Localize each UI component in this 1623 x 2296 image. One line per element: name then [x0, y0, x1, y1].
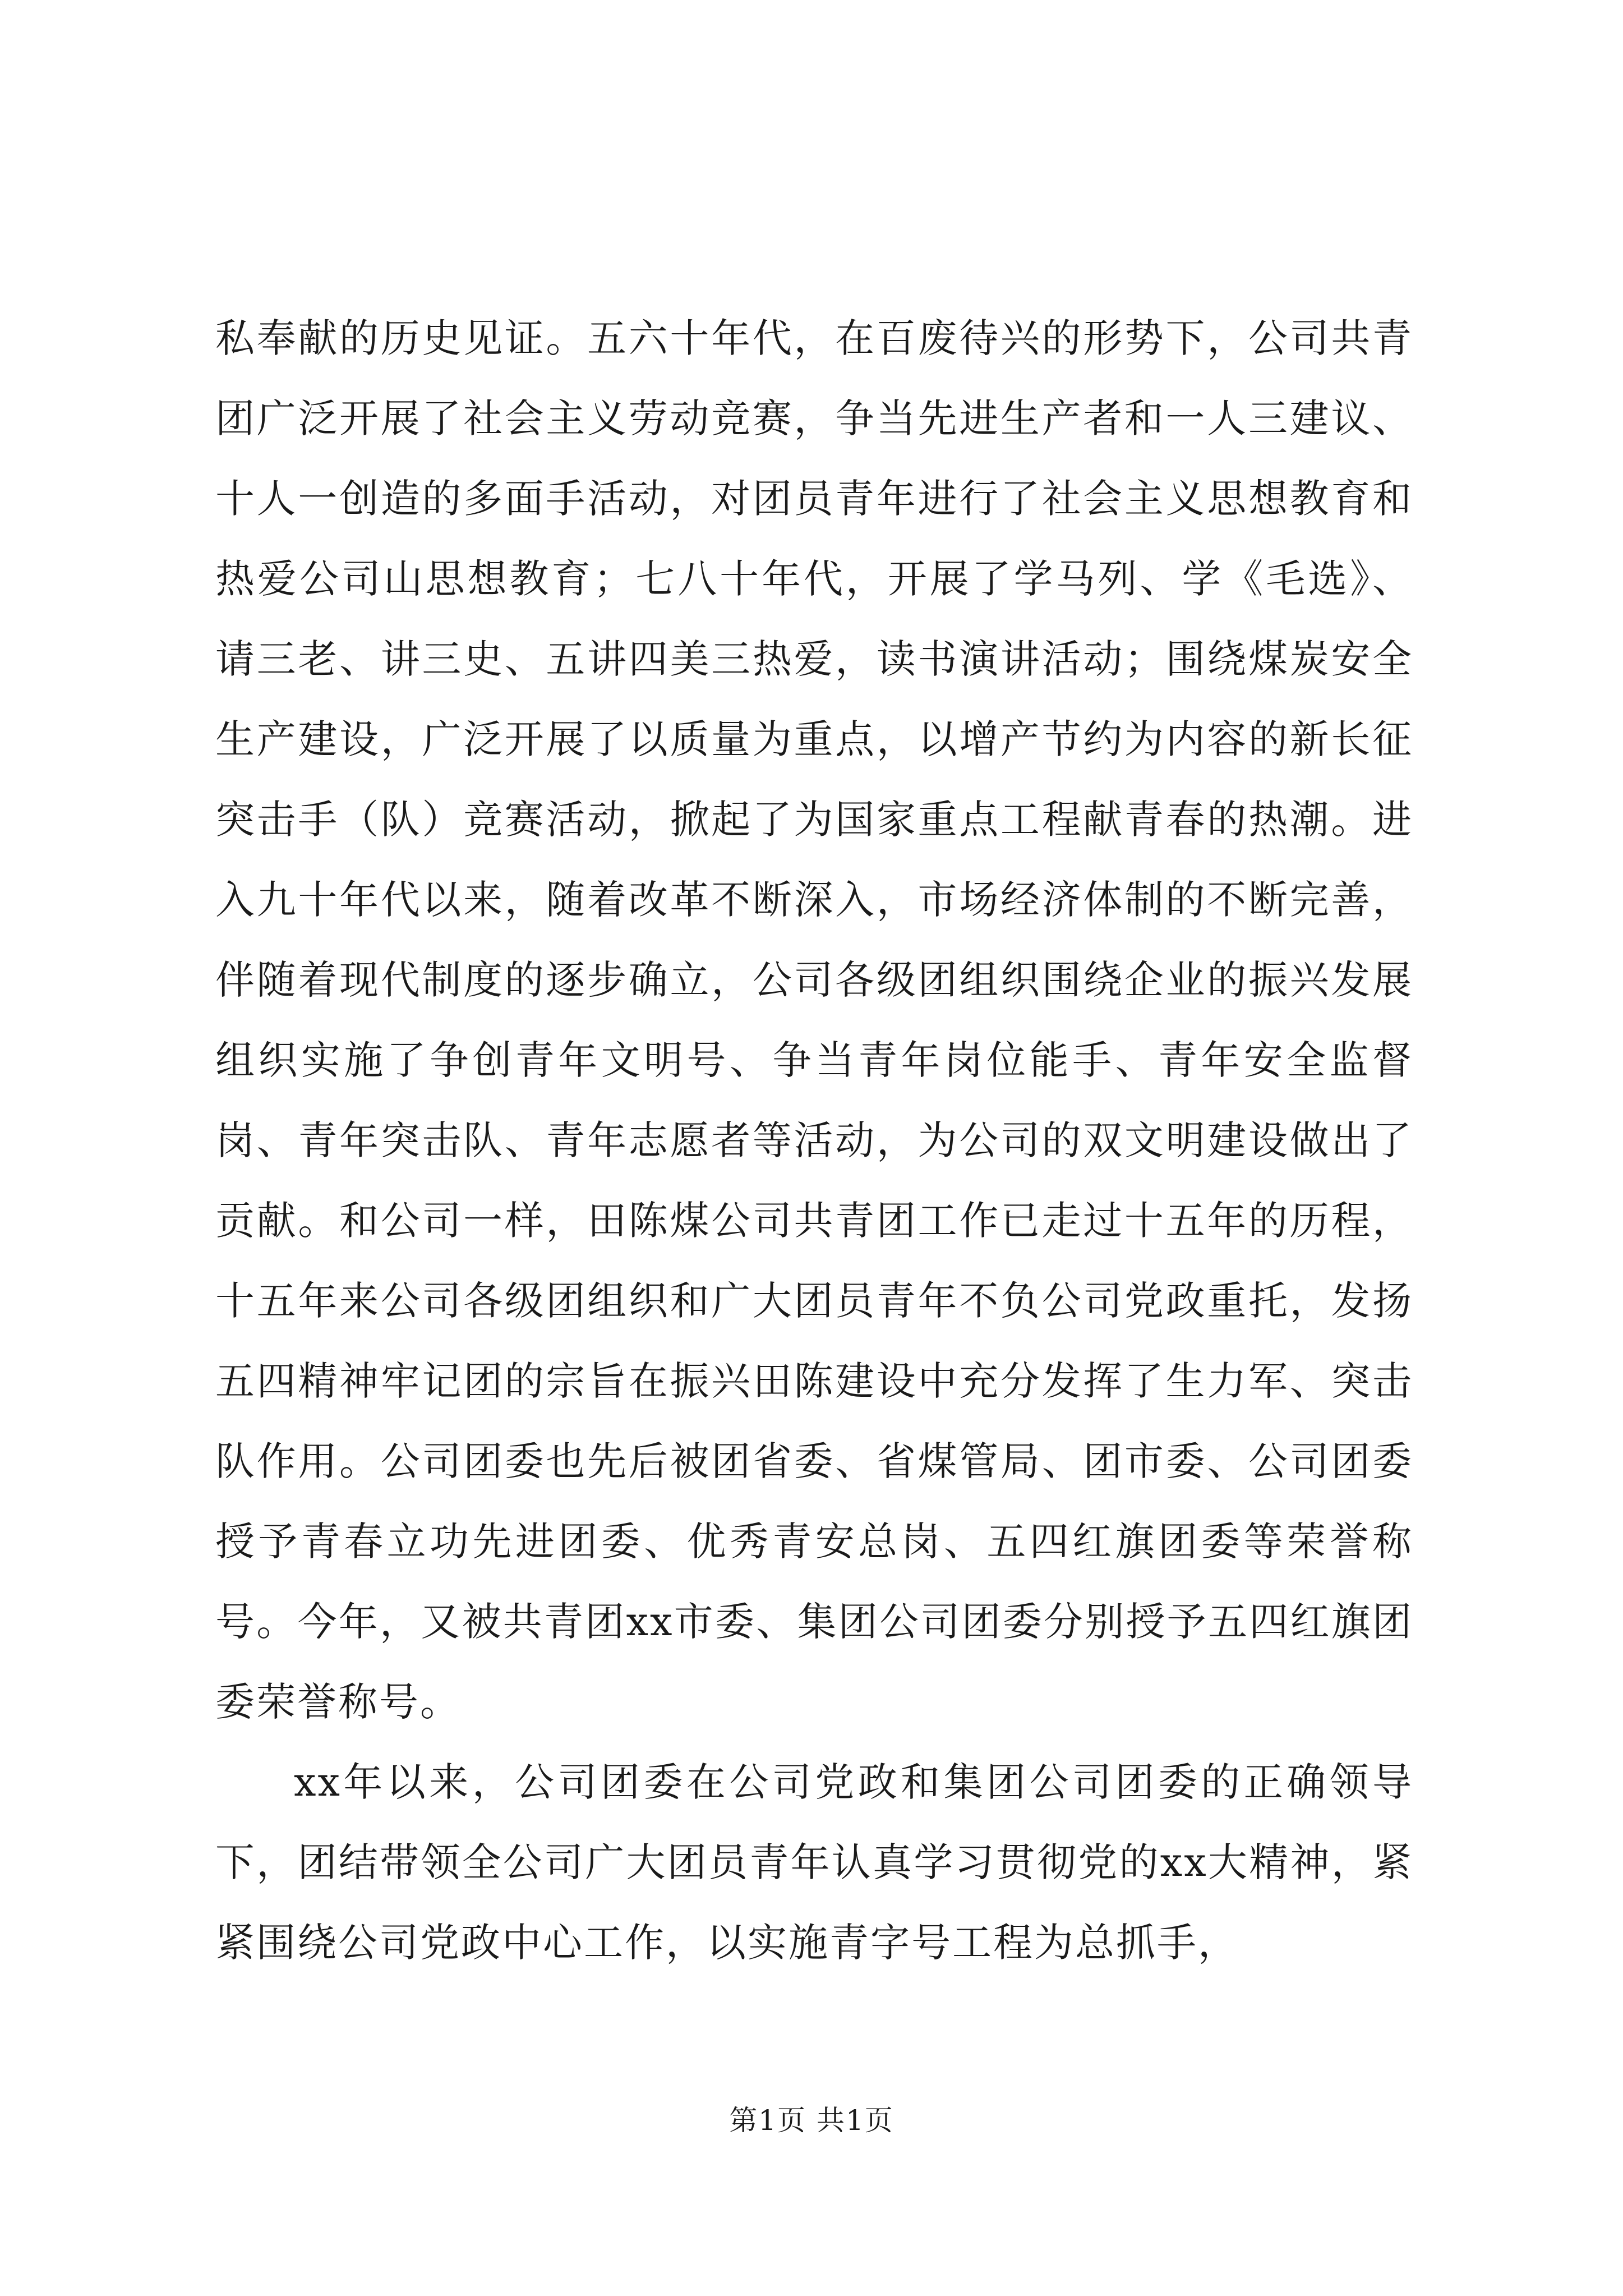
page-footer: 第1页 共1页: [729, 2104, 894, 2137]
paragraph-2: xx年以来，公司团委在公司党政和集团公司团委的正确领导下，团结带领全公司广大团员青年认真学习贯彻党的xx大精神，紧紧围绕公司党政中心工作，以实施青字号工程为总抓手，: [215, 1759, 1413, 1966]
document-body: [215, 298, 1413, 1983]
paragraph-1: 私奉献的历史见证。五六十年代，在百废待兴的形势下，公司共青团广泛开展了社会主义劳动竞赛，争当先进生产者和一人三建议、十人一创造的多面手活动，对团员青年进行了社会主义思想教育和热爱公司山思想教育；七八十年代，开展了学马列、学《毛选》、请三老、讲三史、五讲四美三热爱，读书演讲活动；围绕煤炭安全生产建设，广泛开展了以质量为重点，以增产节约为内容的新长征突击手（队）竞赛活动，掀起了为国家重点工程献青春的热潮。进入九十年代以来，随着改革不断深入，市场经济体制的不断完善，伴随着现代制度的逐步确立，公司各级团组织围绕企业的振兴发展组织实施了争创青年文明号、争当青年岗位能手、青年安全监督岗、青年突击队、青年志愿者等活动，为公司的双文明建设做出了贡献。和公司一样，田陈煤公司共青团工作已走过十五年的历程，十五年来公司各级团组织和广大团员青年不负公司党政重托，发扬五四精神牢记团的宗旨在振兴田陈建设中充分发挥了生力军、突击队作用。公司团委也先后被团省委、省煤管局、团市委、公司团委授予青春立功先进团委、优秀青安总岗、五四红旗团委等荣誉称号。今年，又被共青团xx市委、集团公司团委分别授予五四红旗团委荣誉称号。: [215, 315, 1413, 1725]
